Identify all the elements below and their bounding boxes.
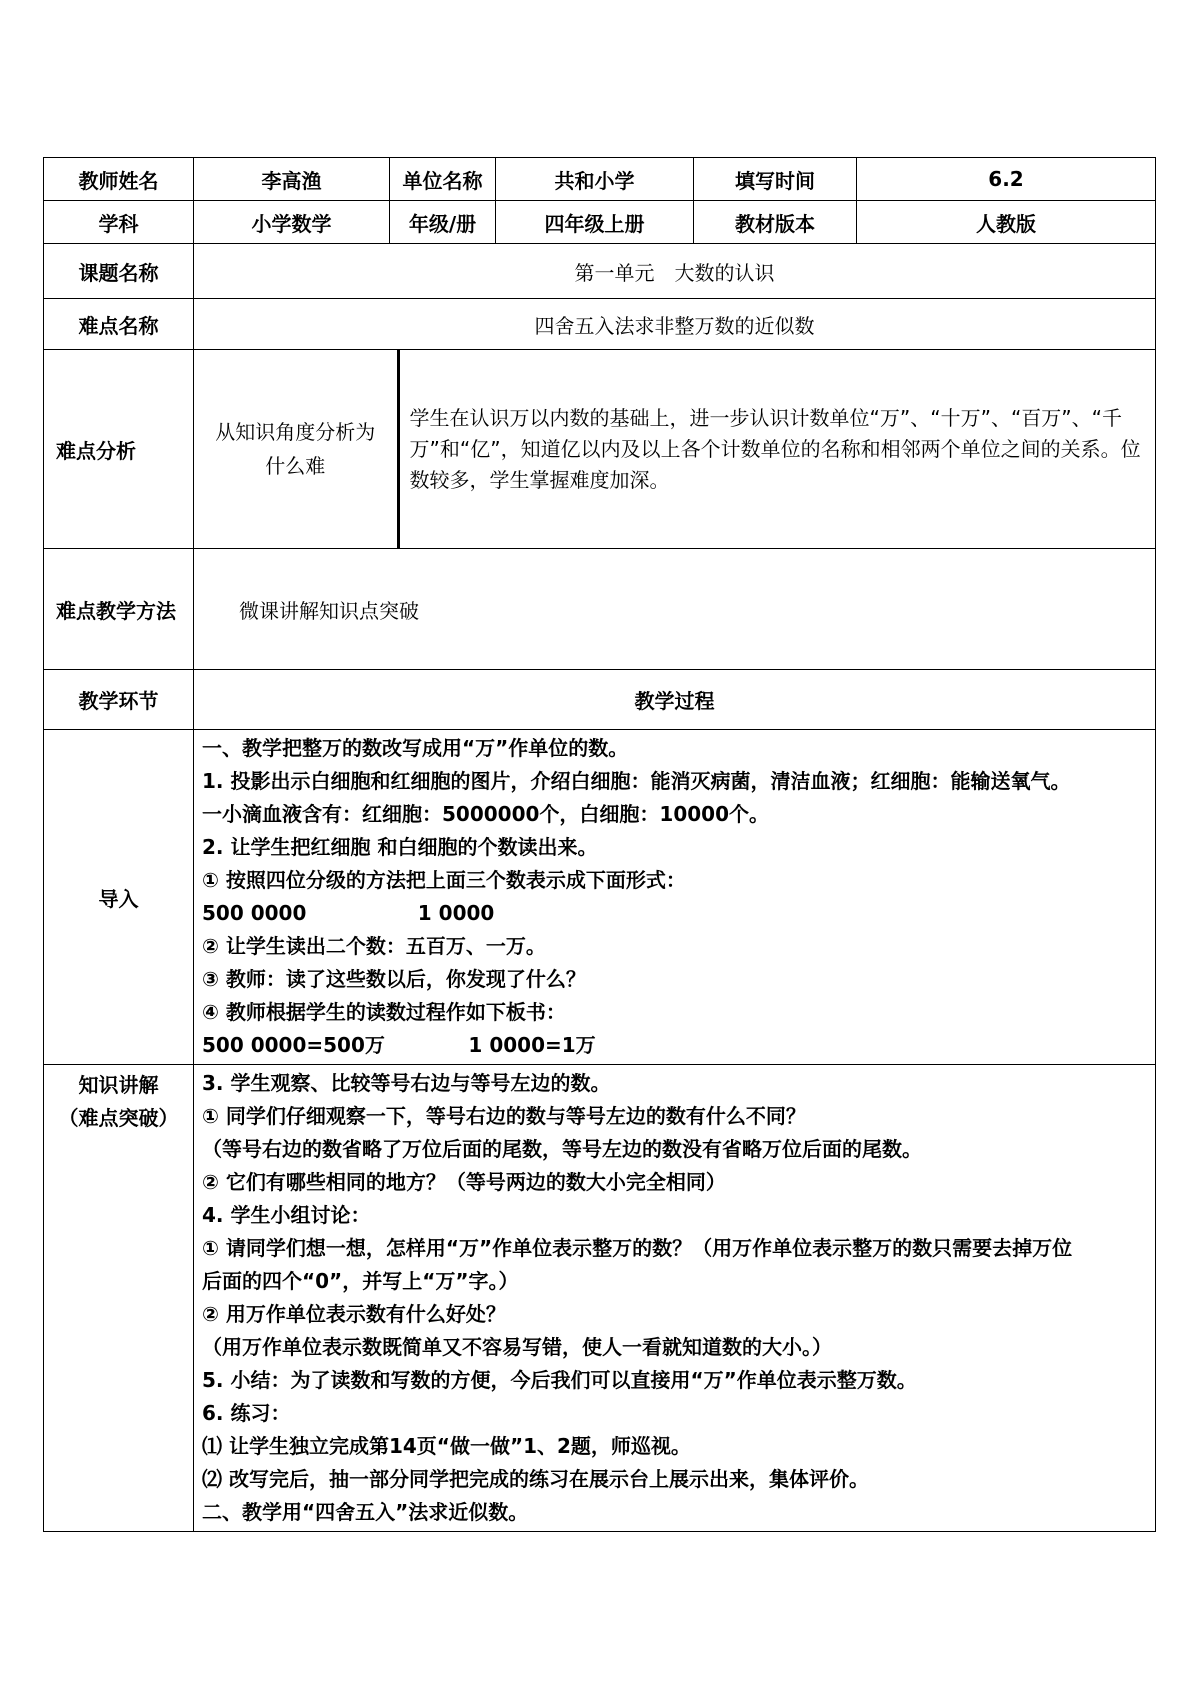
intro-line: 1. 投影出示白细胞和红细胞的图片，介绍白细胞：能消灭病菌，清洁血液；红细胞：能输送氧气。 — [202, 769, 1071, 793]
knowledge-line: （用万作单位表示数既简单又不容易写错，使人一看就知道数的大小。） — [202, 1335, 832, 1359]
intro-line: ③ 教师：读了这些数以后，你发现了什么？ — [202, 967, 586, 991]
school-value: 共和小学 — [496, 158, 694, 201]
process-stage-label: 教学环节 — [44, 670, 194, 730]
teacher-name-value: 李高渔 — [194, 158, 390, 201]
process-header-row — [44, 670, 1156, 730]
knowledge-line: 6. 练习： — [202, 1401, 291, 1425]
header-row-2 — [44, 201, 1156, 244]
analysis-inner — [194, 350, 1155, 548]
knowledge-line: 4. 学生小组讨论： — [202, 1203, 371, 1227]
analysis-angle: 从知识角度分析为什么难 — [215, 420, 376, 478]
textbook-label: 教材版本 — [694, 201, 857, 244]
knowledge-line: （等号右边的数省略了万位后面的尾数，等号左边的数没有省略万位后面的尾数。 — [202, 1137, 922, 1161]
intro-line: 一、教学把整万的数改写成用“万”作单位的数。 — [202, 736, 629, 760]
knowledge-label — [44, 1065, 194, 1532]
textbook-value: 人教版 — [857, 201, 1156, 244]
knowledge-label-line1: 知识讲解 — [78, 1073, 159, 1097]
knowledge-line: 后面的四个“0”，并写上“万”字。） — [202, 1269, 519, 1293]
intro-row — [44, 730, 1156, 1065]
fill-date-label: 填写时间 — [694, 158, 857, 201]
process-title: 教学过程 — [194, 670, 1156, 730]
method-label: 难点教学方法 — [44, 549, 194, 670]
knowledge-line: ① 同学们仔细观察一下，等号右边的数与等号左边的数有什么不同？ — [202, 1104, 806, 1128]
intro-line: 500 0000 1 0000 — [202, 901, 495, 925]
difficulty-label: 难点名称 — [44, 299, 194, 350]
method-value: 微课讲解知识点突破 — [194, 549, 1156, 670]
knowledge-content — [194, 1065, 1156, 1532]
knowledge-line: 二、教学用“四舍五入”法求近似数。 — [202, 1500, 529, 1524]
topic-row — [44, 244, 1156, 299]
analysis-text: 学生在认识万以内数的基础上，进一步认识计数单位“万”、“十万”、“百万”、“千万”和“亿”，知道亿以内及以上各个计数单位的名称和相邻两个单位之间的关系。位数较多，学生掌握难度加深。 — [398, 350, 1155, 548]
school-label: 单位名称 — [390, 158, 496, 201]
intro-line: 一小滴血液含有：红细胞：5000000个，白细胞：10000个。 — [202, 802, 769, 826]
intro-line: 2. 让学生把红细胞 和白细胞的个数读出来。 — [202, 835, 598, 859]
method-row — [44, 549, 1156, 670]
lesson-plan-sheet — [43, 157, 1155, 1532]
analysis-row — [44, 350, 1156, 549]
intro-content — [194, 730, 1156, 1065]
intro-line: ④ 教师根据学生的读数过程作如下板书： — [202, 1000, 566, 1024]
knowledge-label-line2: （难点突破） — [58, 1106, 179, 1130]
intro-line: ① 按照四位分级的方法把上面三个数表示成下面形式： — [202, 868, 686, 892]
knowledge-line: ⑴ 让学生独立完成第14页“做一做”1、2题，师巡视。 — [202, 1434, 691, 1458]
topic-label: 课题名称 — [44, 244, 194, 299]
knowledge-row — [44, 1065, 1156, 1532]
analysis-label: 难点分析 — [44, 350, 194, 549]
intro-line: ② 让学生读出二个数：五百万、一万。 — [202, 934, 546, 958]
knowledge-line: 5. 小结：为了读数和写数的方便，今后我们可以直接用“万”作单位表示整万数。 — [202, 1368, 917, 1392]
fill-date-value: 6.2 — [857, 158, 1156, 201]
subject-value: 小学数学 — [194, 201, 390, 244]
knowledge-line: ① 请同学们想一想，怎样用“万”作单位表示整万的数？（用万作单位表示整万的数只需要去掉万位 — [202, 1236, 1073, 1260]
knowledge-line: ② 它们有哪些相同的地方？（等号两边的数大小完全相同） — [202, 1170, 726, 1194]
subject-label: 学科 — [44, 201, 194, 244]
knowledge-line: ⑵ 改写完后，抽一部分同学把完成的练习在展示台上展示出来，集体评价。 — [202, 1467, 869, 1491]
knowledge-line: 3. 学生观察、比较等号右边与等号左边的数。 — [202, 1071, 611, 1095]
difficulty-row — [44, 299, 1156, 350]
difficulty-value: 四舍五入法求非整万数的近似数 — [194, 299, 1156, 350]
header-row-1 — [44, 158, 1156, 201]
teacher-name-label: 教师姓名 — [44, 158, 194, 201]
intro-line: 500 0000=500万 1 0000=1万 — [202, 1033, 596, 1057]
lesson-plan-table — [43, 157, 1156, 1532]
topic-value: 第一单元 大数的认识 — [194, 244, 1156, 299]
grade-value: 四年级上册 — [496, 201, 694, 244]
grade-label: 年级/册 — [390, 201, 496, 244]
intro-label: 导入 — [44, 730, 194, 1065]
knowledge-line: ② 用万作单位表示数有什么好处？ — [202, 1302, 506, 1326]
